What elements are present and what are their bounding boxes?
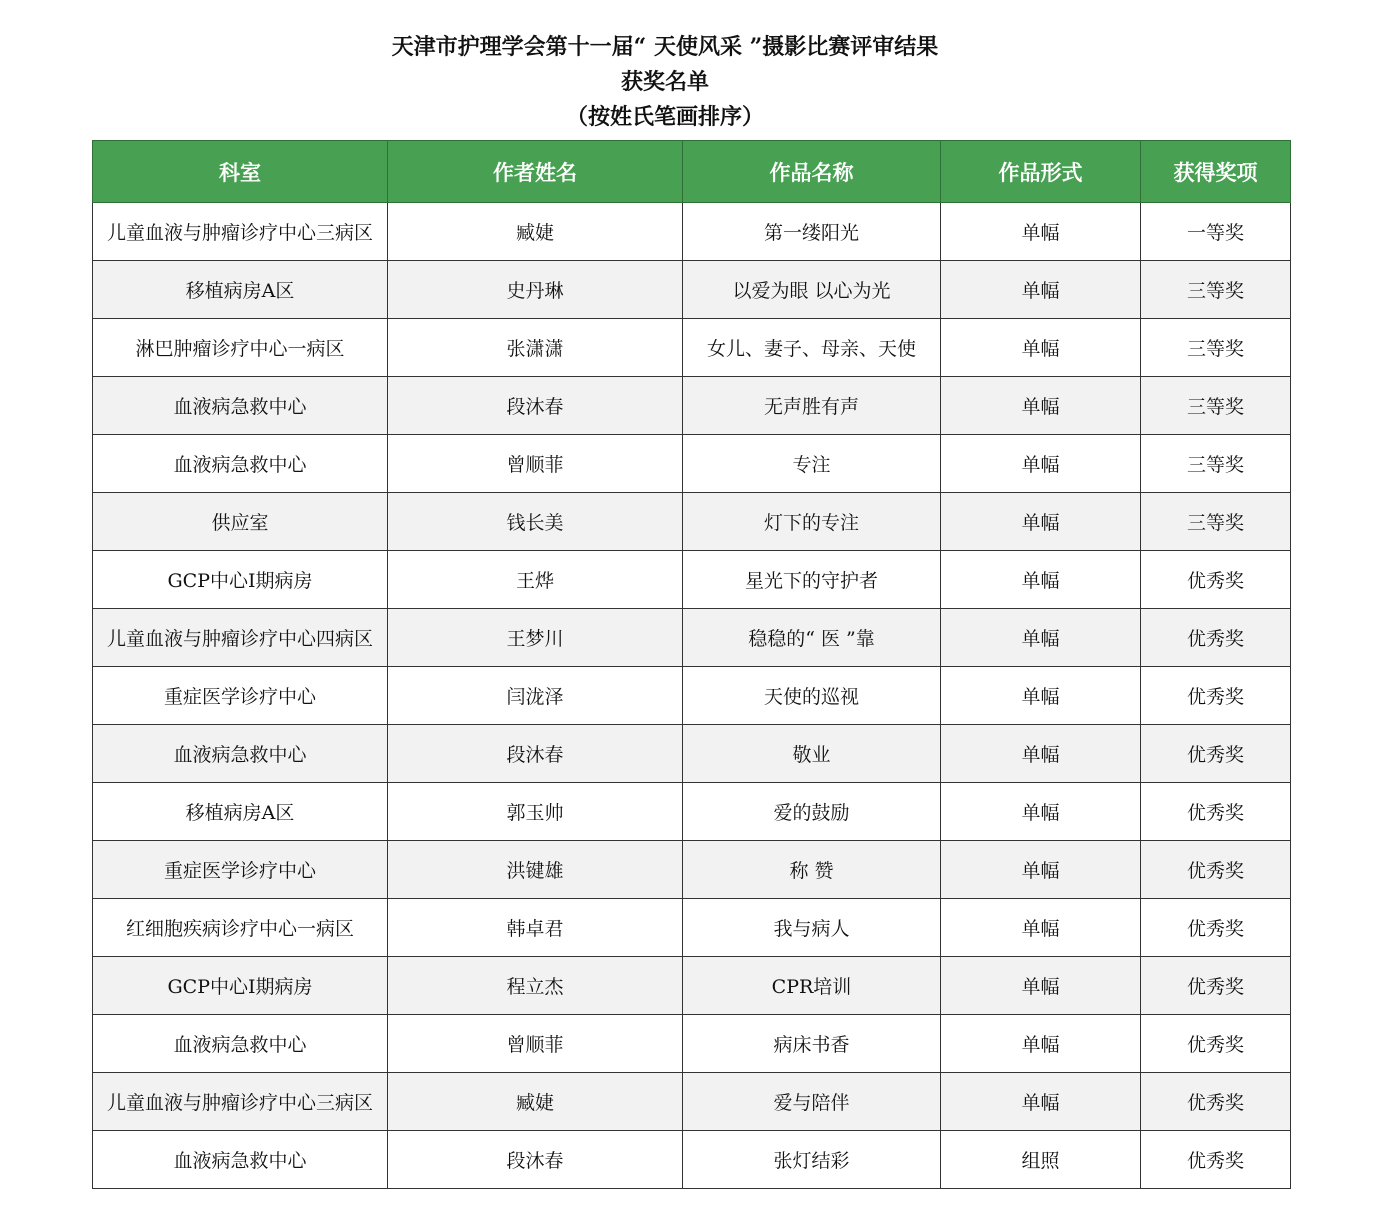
document-header bbox=[0, 30, 1330, 135]
table-row bbox=[93, 841, 1291, 899]
award-cell: 优秀奖 bbox=[1141, 725, 1291, 783]
author-cell: 段沐春 bbox=[388, 377, 683, 435]
award-cell: 优秀奖 bbox=[1141, 1073, 1291, 1131]
department-cell: 淋巴肿瘤诊疗中心一病区 bbox=[93, 319, 388, 377]
table-row bbox=[93, 319, 1291, 377]
department-cell: 儿童血液与肿瘤诊疗中心三病区 bbox=[93, 1073, 388, 1131]
table-row bbox=[93, 261, 1291, 319]
table-row bbox=[93, 725, 1291, 783]
work-title-cell: CPR培训 bbox=[683, 957, 941, 1015]
table-row bbox=[93, 203, 1291, 261]
table-row bbox=[93, 1073, 1291, 1131]
work-title-cell: 以爱为眼 以心为光 bbox=[683, 261, 941, 319]
work-format-cell: 单幅 bbox=[941, 435, 1141, 493]
author-cell: 王烨 bbox=[388, 551, 683, 609]
column-header-award: 获得奖项 bbox=[1141, 141, 1291, 203]
work-format-cell: 单幅 bbox=[941, 667, 1141, 725]
department-cell: 供应室 bbox=[93, 493, 388, 551]
work-format-cell: 单幅 bbox=[941, 1015, 1141, 1073]
department-cell: 儿童血液与肿瘤诊疗中心四病区 bbox=[93, 609, 388, 667]
work-title-cell: 专注 bbox=[683, 435, 941, 493]
award-cell: 三等奖 bbox=[1141, 377, 1291, 435]
department-cell: GCP中心I期病房 bbox=[93, 551, 388, 609]
table-row bbox=[93, 957, 1291, 1015]
column-header-department: 科室 bbox=[93, 141, 388, 203]
author-cell: 程立杰 bbox=[388, 957, 683, 1015]
table-row bbox=[93, 783, 1291, 841]
work-format-cell: 单幅 bbox=[941, 1073, 1141, 1131]
award-cell: 三等奖 bbox=[1141, 435, 1291, 493]
author-cell: 曾顺菲 bbox=[388, 1015, 683, 1073]
document-title: 天津市护理学会第十一届“ 天使风采 ”摄影比赛评审结果 bbox=[391, 34, 939, 60]
work-title-cell: 星光下的守护者 bbox=[683, 551, 941, 609]
work-format-cell: 单幅 bbox=[941, 841, 1141, 899]
work-title-cell: 敬业 bbox=[683, 725, 941, 783]
award-cell: 优秀奖 bbox=[1141, 1015, 1291, 1073]
award-cell: 优秀奖 bbox=[1141, 609, 1291, 667]
work-format-cell: 单幅 bbox=[941, 783, 1141, 841]
work-title-cell: 女儿、妻子、母亲、天使 bbox=[683, 319, 941, 377]
author-cell: 韩卓君 bbox=[388, 899, 683, 957]
author-cell: 史丹琳 bbox=[388, 261, 683, 319]
document-subtitle: 获奖名单 bbox=[620, 69, 709, 95]
table-row bbox=[93, 1131, 1291, 1189]
department-cell: 血液病急救中心 bbox=[93, 435, 388, 493]
table-row bbox=[93, 377, 1291, 435]
award-cell: 一等奖 bbox=[1141, 203, 1291, 261]
award-cell: 优秀奖 bbox=[1141, 841, 1291, 899]
department-cell: 移植病房A区 bbox=[93, 783, 388, 841]
department-cell: 移植病房A区 bbox=[93, 261, 388, 319]
work-format-cell: 单幅 bbox=[941, 957, 1141, 1015]
work-format-cell: 单幅 bbox=[941, 377, 1141, 435]
department-cell: 重症医学诊疗中心 bbox=[93, 667, 388, 725]
award-cell: 三等奖 bbox=[1141, 493, 1291, 551]
work-format-cell: 组照 bbox=[941, 1131, 1141, 1189]
table-row bbox=[93, 899, 1291, 957]
author-cell: 闫泷泽 bbox=[388, 667, 683, 725]
work-title-cell: 爱的鼓励 bbox=[683, 783, 941, 841]
award-cell: 三等奖 bbox=[1141, 319, 1291, 377]
work-title-cell: 爱与陪伴 bbox=[683, 1073, 941, 1131]
work-title-cell: 无声胜有声 bbox=[683, 377, 941, 435]
department-cell: 血液病急救中心 bbox=[93, 1131, 388, 1189]
author-cell: 曾顺菲 bbox=[388, 435, 683, 493]
award-cell: 优秀奖 bbox=[1141, 957, 1291, 1015]
work-title-cell: 灯下的专注 bbox=[683, 493, 941, 551]
department-cell: GCP中心I期病房 bbox=[93, 957, 388, 1015]
author-cell: 郭玉帅 bbox=[388, 783, 683, 841]
author-cell: 段沐春 bbox=[388, 725, 683, 783]
work-format-cell: 单幅 bbox=[941, 725, 1141, 783]
work-title-cell: 第一缕阳光 bbox=[683, 203, 941, 261]
department-cell: 儿童血液与肿瘤诊疗中心三病区 bbox=[93, 203, 388, 261]
award-cell: 优秀奖 bbox=[1141, 899, 1291, 957]
work-format-cell: 单幅 bbox=[941, 493, 1141, 551]
table-row bbox=[93, 435, 1291, 493]
table-header-row bbox=[93, 141, 1291, 203]
author-cell: 臧婕 bbox=[388, 1073, 683, 1131]
department-cell: 血液病急救中心 bbox=[93, 1015, 388, 1073]
author-cell: 王梦川 bbox=[388, 609, 683, 667]
work-title-cell: 称 赞 bbox=[683, 841, 941, 899]
table-row bbox=[93, 493, 1291, 551]
work-title-cell: 稳稳的“ 医 ”靠 bbox=[683, 609, 941, 667]
department-cell: 血液病急救中心 bbox=[93, 725, 388, 783]
author-cell: 张潇潇 bbox=[388, 319, 683, 377]
award-cell: 三等奖 bbox=[1141, 261, 1291, 319]
work-title-cell: 天使的巡视 bbox=[683, 667, 941, 725]
table-row bbox=[93, 609, 1291, 667]
work-title-cell: 病床书香 bbox=[683, 1015, 941, 1073]
column-header-author: 作者姓名 bbox=[388, 141, 683, 203]
award-cell: 优秀奖 bbox=[1141, 551, 1291, 609]
department-cell: 血液病急救中心 bbox=[93, 377, 388, 435]
table-row bbox=[93, 667, 1291, 725]
table-header bbox=[93, 141, 1291, 203]
author-cell: 钱长美 bbox=[388, 493, 683, 551]
column-header-work-title: 作品名称 bbox=[683, 141, 941, 203]
work-format-cell: 单幅 bbox=[941, 551, 1141, 609]
work-format-cell: 单幅 bbox=[941, 899, 1141, 957]
work-title-cell: 我与病人 bbox=[683, 899, 941, 957]
table-body bbox=[93, 203, 1291, 1189]
department-cell: 重症医学诊疗中心 bbox=[93, 841, 388, 899]
column-header-work-format: 作品形式 bbox=[941, 141, 1141, 203]
award-cell: 优秀奖 bbox=[1141, 783, 1291, 841]
award-cell: 优秀奖 bbox=[1141, 1131, 1291, 1189]
work-format-cell: 单幅 bbox=[941, 261, 1141, 319]
work-format-cell: 单幅 bbox=[941, 319, 1141, 377]
award-cell: 优秀奖 bbox=[1141, 667, 1291, 725]
table-row bbox=[93, 551, 1291, 609]
author-cell: 洪键雄 bbox=[388, 841, 683, 899]
work-title-cell: 张灯结彩 bbox=[683, 1131, 941, 1189]
table-row bbox=[93, 1015, 1291, 1073]
author-cell: 段沐春 bbox=[388, 1131, 683, 1189]
author-cell: 臧婕 bbox=[388, 203, 683, 261]
work-format-cell: 单幅 bbox=[941, 609, 1141, 667]
work-format-cell: 单幅 bbox=[941, 203, 1141, 261]
sort-note: （按姓氏笔画排序） bbox=[565, 104, 764, 130]
department-cell: 红细胞疾病诊疗中心一病区 bbox=[93, 899, 388, 957]
awards-table bbox=[92, 140, 1291, 1189]
